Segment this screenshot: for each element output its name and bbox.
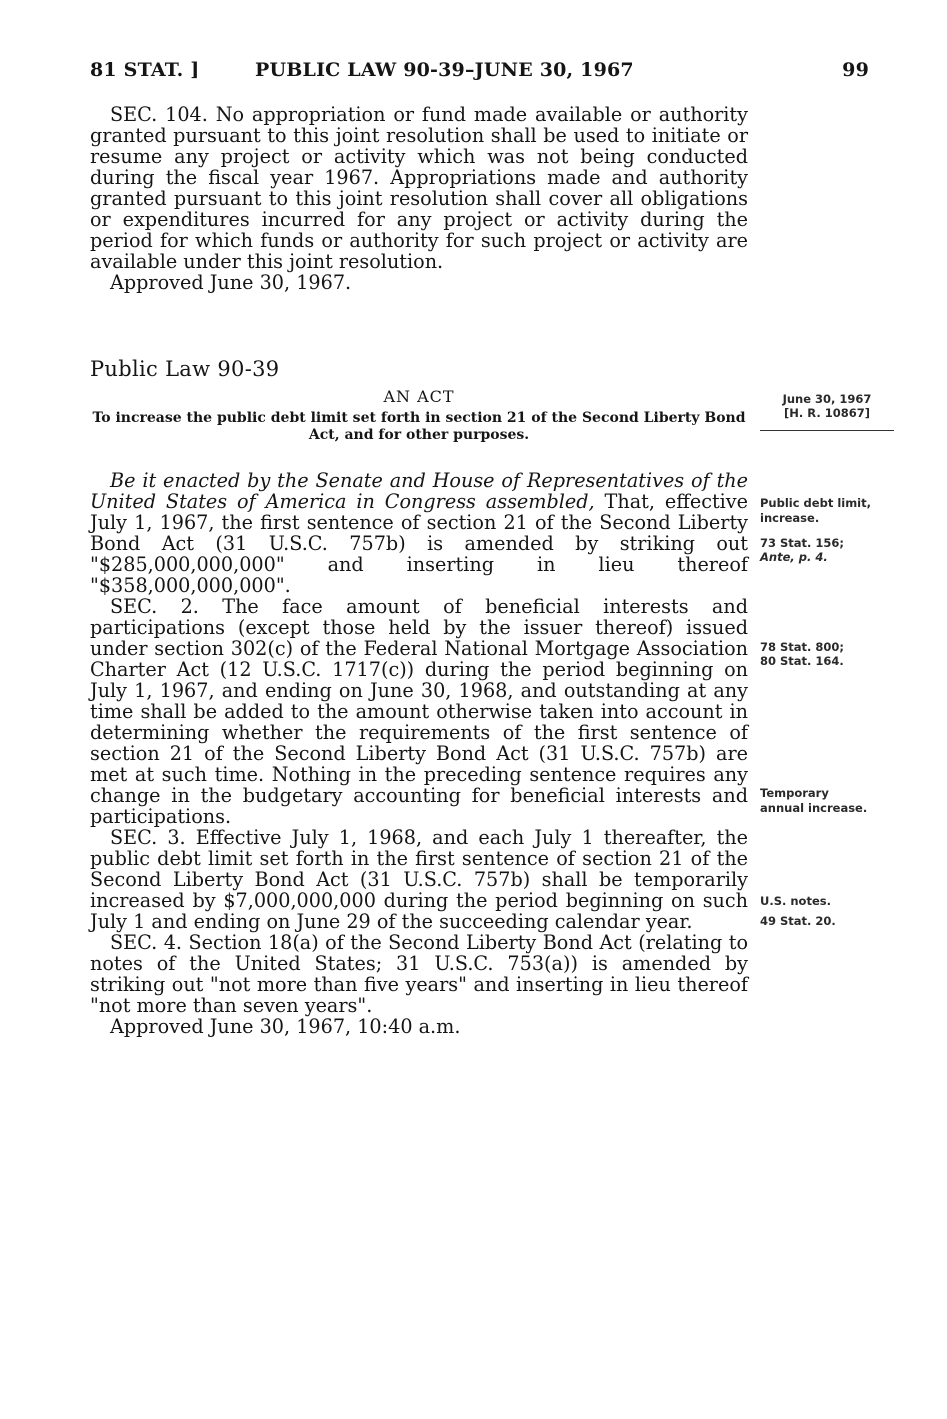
section-2-paragraph [90, 596, 748, 827]
margin-divider [760, 430, 894, 431]
section-1-paragraph [90, 470, 748, 596]
section-4-label: SEC. 4. [110, 931, 182, 954]
margin-stat-800: 78 Stat. 800; [760, 640, 845, 654]
section-4-text: Section 18(a) of the Second Liberty Bond Act (relating to notes of the United States; 31 U.S.C. 753(a)) is amended by striking out "not more than five years" and inserting in lieu thereof "not more than seven years". [90, 931, 748, 1017]
margin-bill-number: [H. R. 10867] [784, 406, 870, 420]
header-statute-ref: 81 STAT. ] [90, 59, 200, 81]
page-number: 99 [842, 59, 869, 81]
margin-temporary-increase: Temporary annual increase. [760, 786, 868, 815]
section-3-label: SEC. 3. [110, 826, 186, 849]
margin-public-debt: Public debt limit, increase. [760, 496, 871, 525]
section-2-text: The face amount of beneficial interests and participations (except those held by the issuer thereof) issued under section 302(c) of the Federal National Mortgage Association Charter Act (12 U.S.C. 1717(c)) during the period beginning on July 1, 1967, and ending on June 30, 1968, and outstanding at any time shall be added to the amount otherwise taken into account in determining whether the requirements of the first sentence of section 21 of the Second Liberty Bond Act (31 U.S.C. 757b) are met at such time. Nothing in the preceding sentence requires any change in the budgetary accounting for beneficial interests and participations. [90, 595, 748, 828]
section-104-text: No appropriation or fund made available or authority granted pursuant to this joint resolution shall be used to initiate or resume any project or activity which was not being conducted during the fiscal year 1967. Appropriations made and authority granted pursuant to this joint resolution shall cover all obligations or expenditures incurred for any project or activity during the period for which funds or authority for such project or activity are available under this joint resolution. [90, 103, 748, 273]
margin-stat-20: 49 Stat. 20. [760, 914, 836, 928]
header-title: PUBLIC LAW 90-39–JUNE 30, 1967 [255, 59, 634, 81]
approved-line-2: Approved June 30, 1967, 10:40 a.m. [110, 1015, 461, 1038]
section-1-text: That, effective July 1, 1967, the first sentence of section 21 of the Second Liberty Bond Act (31 U.S.C. 757b) is amended by striking out "$285,000,000,000" and inserting in lieu thereof "$358,000,000,000". [90, 490, 748, 597]
margin-ante: Ante, p. 4. [760, 550, 828, 564]
enacting-clause: Be it enacted by the Senate and House of Representatives of the United States of America in Congress assembled, [90, 469, 748, 513]
section-104-paragraph [90, 104, 748, 272]
section-104-label: SEC. 104. [110, 103, 208, 126]
section-3-text: Effective July 1, 1968, and each July 1 thereafter, the public debt limit set forth in the first sentence of section 21 of the Second Liberty Bond Act (31 U.S.C. 757b) shall be temporarily increased by $7,000,000,000 during the period beginning on such July 1 and ending on June 29 of the succeeding calendar year. [90, 826, 748, 933]
act-description: To increase the public debt limit set forth in section 21 of the Second Liberty Bond Act, and for other purposes. [92, 410, 746, 443]
approved-line-1: Approved June 30, 1967. [110, 271, 352, 294]
section-3-paragraph [90, 827, 748, 932]
an-act-heading: AN ACT [383, 387, 455, 406]
margin-stat-156: 73 Stat. 156; [760, 536, 845, 550]
section-4-paragraph [90, 932, 748, 1016]
margin-stat-164: 80 Stat. 164. [760, 654, 844, 668]
public-law-title: Public Law 90-39 [90, 357, 280, 381]
margin-us-notes: U.S. notes. [760, 894, 831, 908]
margin-date: June 30, 1967 [782, 392, 872, 406]
act-body [90, 470, 748, 1037]
section-104 [90, 104, 748, 293]
section-2-label: SEC. 2. [110, 595, 199, 618]
